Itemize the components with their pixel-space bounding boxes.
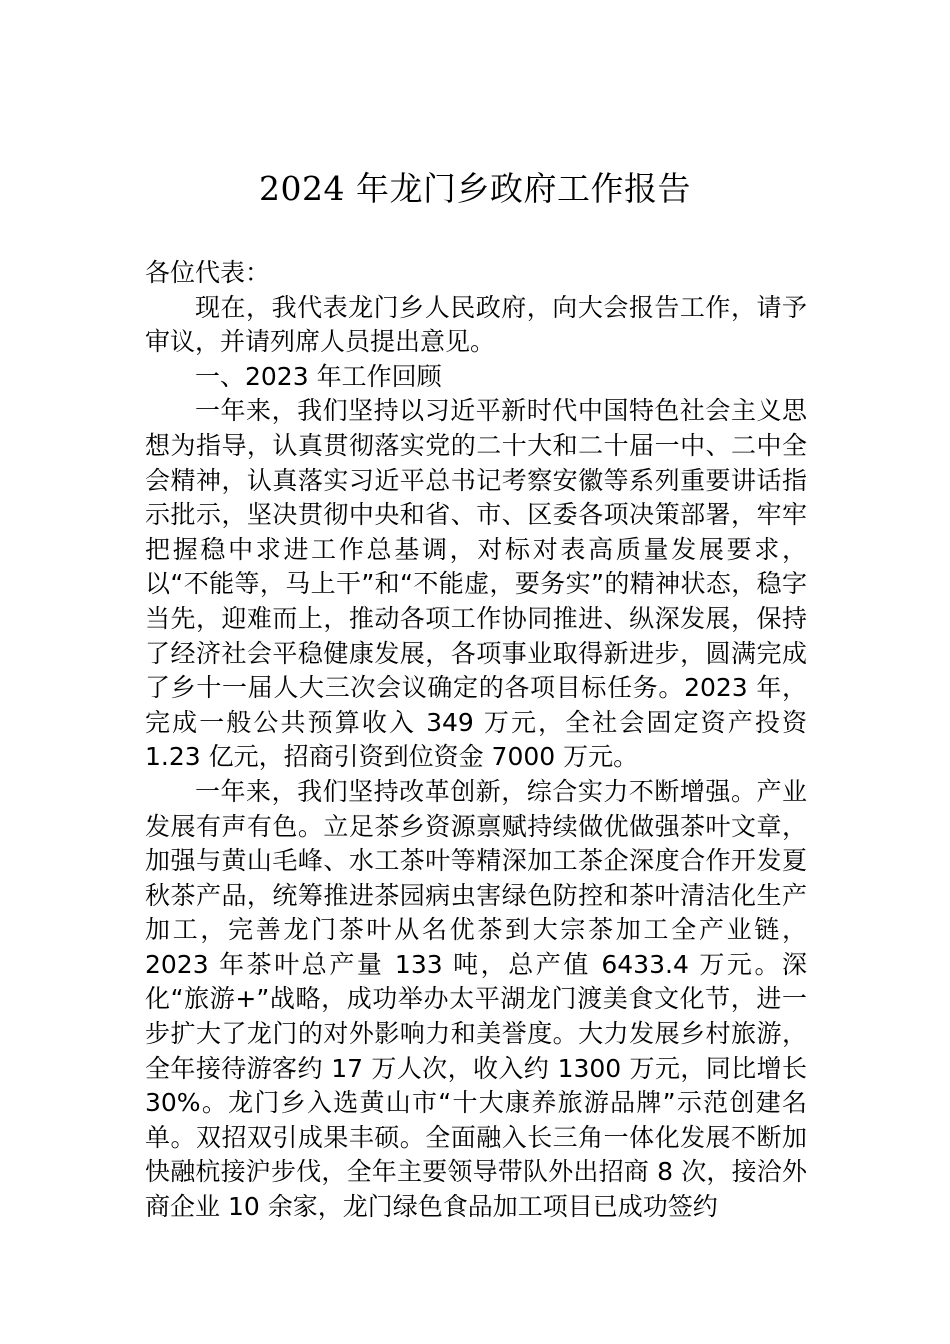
achievements-paragraph: 一年来，我们坚持改革创新，综合实力不断增强。产业发展有声有色。立足茶乡资源禀赋持续做优做强茶叶文章，加强与黄山毛峰、水工茶叶等精深加工茶企深度合作开发夏秋茶产品，统筹推进茶园病虫害绿色防控和茶叶清洁化生产加工，完善龙门茶叶从名优茶到大宗茶加工全产业链，2023 年茶叶总产量 133 吨，总产值 6433.4 万元。深化“旅游+”战略，成功举办太平湖龙门渡美食文化节，进一步扩大了龙门的对外影响力和美誉度。大力发展乡村旅游，全年接待游客约 17 万人次，收入约 1300 万元，同比增长 30%。龙门乡入选黄山市“十大康养旅游品牌”示范创建名单。双招双引成果丰硕。全面融入长三角一体化发展不断加快融杭接沪步伐，全年主要领导带队外出招商 8 次，接洽外商企业 10 余家，龙门绿色食品加工项目已成功签约 bbox=[145, 776, 807, 1222]
section-heading: 一、2023 年工作回顾 bbox=[195, 361, 442, 391]
salutation: 各位代表： bbox=[145, 258, 271, 287]
opening-paragraph: 现在，我代表龙门乡人民政府，向大会报告工作，请予审议，并请列席人员提出意见。 bbox=[145, 292, 807, 357]
document-body bbox=[145, 256, 807, 1225]
review-paragraph: 一年来，我们坚持以习近平新时代中国特色社会主义思想为指导，认真贯彻落实党的二十大和二十届一中、二中全会精神，认真落实习近平总书记考察安徽等系列重要讲话指示批示，坚决贯彻中央和省、市、区委各项决策部署，牢牢把握稳中求进工作总基调，对标对表高质量发展要求，以“不能等，马上干”和“不能虚，要务实”的精神状态，稳字当先，迎难而上，推动各项工作协同推进、纵深发展，保持了经济社会平稳健康发展，各项事业取得新进步，圆满完成了乡十一届人大三次会议确定的各项目标任务。2023 年，完成一般公共预算收入 349 万元，全社会固定资产投资 1.23 亿元，招商引资到位资金 7000 万元。 bbox=[145, 396, 807, 772]
document-title: 2024 年龙门乡政府工作报告 bbox=[259, 169, 691, 208]
